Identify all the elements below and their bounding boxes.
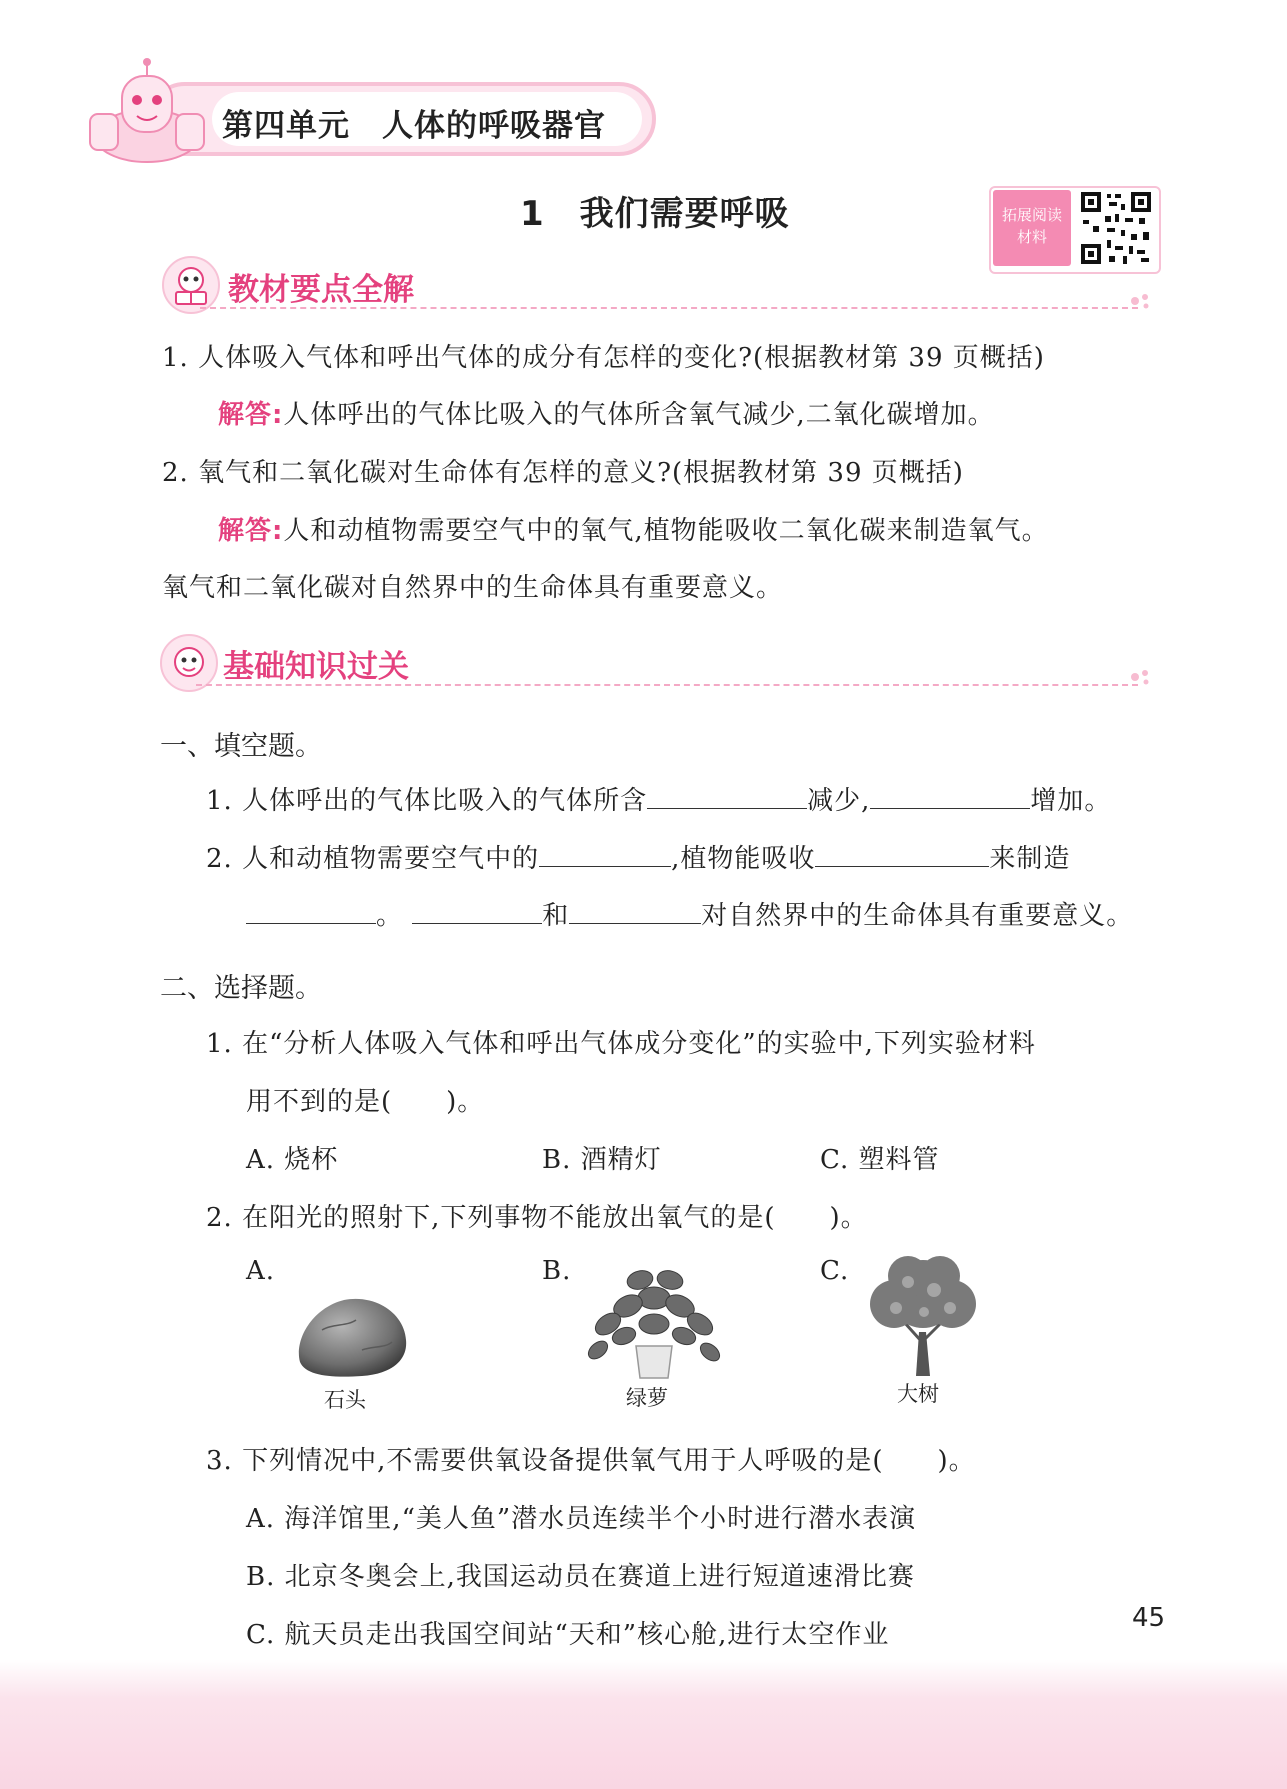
unit-title: 第四单元 人体的呼吸器官	[222, 108, 606, 144]
text-segment: 来制造	[989, 844, 1071, 874]
choice-option-b[interactable]: B. 北京冬奥会上,我国运动员在赛道上进行短道速滑比赛	[246, 1562, 915, 1592]
answer-text: 人体呼出的气体比吸入的气体所含氧气减少,二氧化碳增加。	[283, 400, 995, 430]
dots-decoration-icon	[1130, 292, 1152, 310]
footer-band	[0, 1660, 1287, 1789]
tree-image	[864, 1252, 982, 1378]
fill-question-1	[206, 780, 1111, 817]
section-divider	[196, 684, 1138, 686]
key-answer-1	[218, 394, 995, 431]
image-caption-pothos: 绿萝	[626, 1386, 668, 1410]
lesson-title: 1 我们需要呼吸	[520, 194, 790, 234]
stone-image	[292, 1290, 412, 1380]
answer-blank[interactable]	[647, 782, 807, 809]
choice-option-c[interactable]: C.	[820, 1256, 850, 1286]
key-answer-2-continued: 氧气和二氧化碳对自然界中的生命体具有重要意义。	[162, 573, 784, 603]
qr-label[interactable]	[993, 190, 1071, 266]
choice-title: 二、选择题。	[160, 973, 322, 1004]
pothos-plant-image	[584, 1258, 724, 1382]
section-heading-basic-knowledge: 基础知识过关	[223, 649, 409, 685]
text-segment: 增加。	[1030, 786, 1112, 816]
text-segment: ,植物能吸收	[671, 844, 816, 874]
qr-code-icon[interactable]	[1079, 190, 1153, 266]
answer-label: 解答:	[218, 516, 284, 546]
choice-question-2: 2. 在阳光的照射下,下列事物不能放出氧气的是( )。	[206, 1203, 868, 1233]
key-question-2: 2. 氧气和二氧化碳对生命体有怎样的意义?(根据教材第 39 页概括)	[162, 458, 964, 488]
mascot-robot-icon	[82, 56, 212, 166]
section-divider	[200, 307, 1138, 309]
qr-label-line2: 材料	[1016, 228, 1047, 246]
answer-text: 人和动植物需要空气中的氧气,植物能吸收二氧化碳来制造氧气。	[283, 516, 1049, 546]
answer-blank[interactable]	[870, 782, 1030, 809]
book-mascot-icon	[168, 262, 214, 308]
mascot-face-icon	[166, 640, 212, 686]
text-segment: 对自然界中的生命体具有重要意义。	[701, 901, 1134, 931]
choice-question-1-continued: 用不到的是( )。	[246, 1087, 485, 1117]
qr-label-line1: 拓展阅读	[1001, 206, 1062, 224]
choice-option-b[interactable]: B.	[542, 1256, 572, 1286]
text-segment: 2. 人和动植物需要空气中的	[206, 844, 540, 874]
answer-blank[interactable]	[412, 897, 542, 924]
choice-option-c[interactable]: C. 塑料管	[820, 1145, 940, 1175]
fill-question-2	[206, 838, 1070, 875]
answer-blank[interactable]	[815, 840, 989, 867]
choice-question-1: 1. 在“分析人体吸入气体和呼出气体成分变化”的实验中,下列实验材料	[206, 1029, 1036, 1059]
answer-blank[interactable]	[539, 840, 671, 867]
dots-decoration-icon	[1130, 668, 1152, 686]
choice-question-3: 3. 下列情况中,不需要供氧设备提供氧气用于人呼吸的是( )。	[206, 1446, 976, 1476]
image-caption-tree: 大树	[897, 1382, 939, 1406]
choice-option-b[interactable]: B. 酒精灯	[542, 1145, 662, 1175]
choice-option-a[interactable]: A. 海洋馆里,“美人鱼”潜水员连续半个小时进行潜水表演	[246, 1504, 917, 1534]
section-heading-key-points: 教材要点全解	[228, 272, 414, 308]
key-question-1: 1. 人体吸入气体和呼出气体的成分有怎样的变化?(根据教材第 39 页概括)	[162, 343, 1045, 373]
key-answer-2	[218, 510, 1049, 547]
page-number: 45	[1132, 1603, 1166, 1633]
text-segment: 。	[376, 901, 404, 931]
text-segment: 和	[542, 901, 570, 931]
answer-label: 解答:	[218, 400, 284, 430]
fill-blank-title: 一、填空题。	[160, 731, 322, 762]
choice-option-a[interactable]: A.	[246, 1256, 276, 1286]
choice-option-c[interactable]: C. 航天员走出我国空间站“天和”核心舱,进行太空作业	[246, 1620, 890, 1650]
choice-option-a[interactable]: A. 烧杯	[246, 1145, 339, 1175]
answer-blank[interactable]	[246, 897, 376, 924]
answer-blank[interactable]	[569, 897, 701, 924]
text-segment: 1. 人体呼出的气体比吸入的气体所含	[206, 786, 648, 816]
image-caption-stone: 石头	[324, 1388, 366, 1412]
fill-question-2-continued	[246, 895, 1133, 932]
text-segment: 减少,	[807, 786, 871, 816]
